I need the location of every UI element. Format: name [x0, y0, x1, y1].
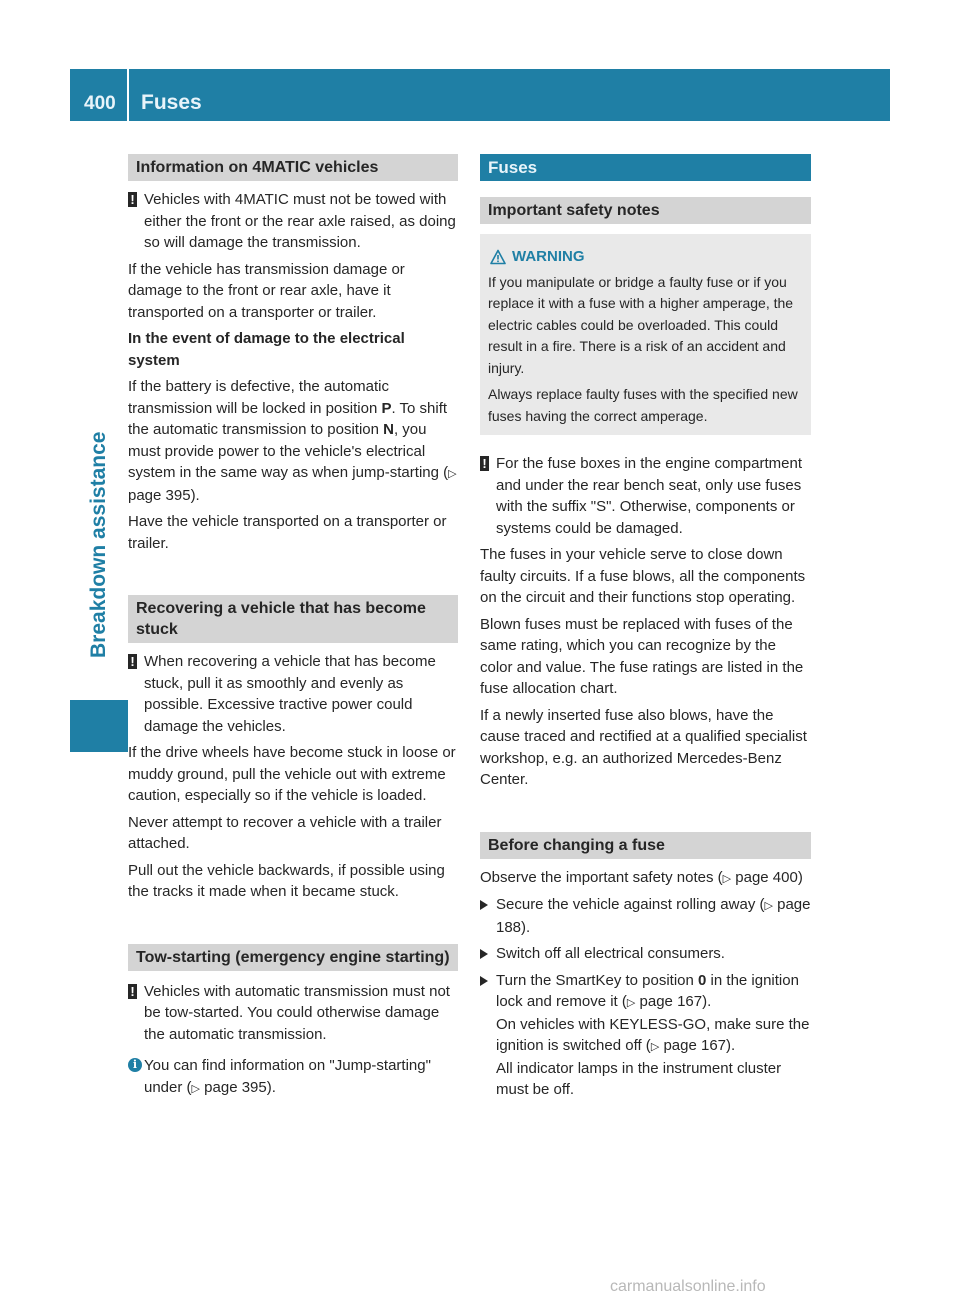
watermark: carmanualsonline.info — [610, 1278, 766, 1295]
chapter-heading-fuses: Fuses — [480, 154, 811, 181]
instruction-step: Switch off all electrical consumers. — [480, 943, 811, 965]
instruction-step: Turn the SmartKey to position 0 in the ignition lock and remove it (▷ page 167). On vehicles with KEYLESS-GO, make sure the ignition is switched off (▷ page 167). All indicator lamps in the instrument cluster must be off. — [480, 970, 811, 1101]
instruction-step: Secure the vehicle against rolling away (▷ page 188). — [480, 894, 811, 938]
side-tab-marker — [70, 700, 128, 752]
section-heading-tow-starting: Tow-starting (emergency engine starting) — [128, 944, 458, 971]
side-tab-label: Breakdown assistance — [87, 431, 110, 659]
paragraph: If the battery is defective, the automatic transmission will be locked in position P. To shift the automatic transmission to position N, you must provide power to the vehicle's electrical system in the same way as when jump-starting (▷ page 395). — [128, 378, 457, 504]
paragraph: Pull out the vehicle backwards, if possible using the tracks it made when it became stuck. — [128, 861, 445, 900]
page-ref-arrow-icon: ▷ — [764, 899, 773, 912]
caution-note: ! Vehicles with automatic transmission must not be tow-started. You could otherwise damage the automatic transmission. — [128, 981, 458, 1046]
paragraph: Never attempt to recover a vehicle with a trailer attached. — [128, 813, 442, 852]
paragraph: If the drive wheels have become stuck in loose or muddy ground, pull the vehicle out with extreme caution, especially so if the vehicle is loaded. — [128, 744, 456, 804]
left-column — [128, 154, 458, 1104]
caution-note: ! For the fuse boxes in the engine compartment and under the rear bench seat, only use fuses with the suffix "S". Otherwise, components or systems could be damaged. — [480, 453, 811, 539]
paragraph: If the vehicle has transmission damage or damage to the front or rear axle, have it transported on a transporter or trailer. — [128, 260, 405, 321]
section-heading-recovering: Recovering a vehicle that has become stuck — [128, 595, 458, 643]
page-ref-arrow-icon: ▷ — [191, 1081, 200, 1095]
right-column — [480, 154, 811, 1106]
page-number: 400 — [84, 93, 116, 114]
caution-note: ! When recovering a vehicle that has become stuck, pull it as smoothly and evenly as possible. Excessive tractive power could damage the vehicles. — [128, 651, 458, 737]
warning-box — [480, 234, 811, 435]
header-divider — [127, 69, 129, 121]
paragraph: The fuses in your vehicle serve to close down faulty circuits. If a fuse blows, all the components on the circuit and their functions stop operating. — [480, 546, 806, 606]
step-arrow-icon — [480, 949, 488, 959]
page-ref-arrow-icon: ▷ — [626, 996, 636, 1009]
warning-triangle-icon — [490, 249, 506, 265]
section-heading-before-changing: Before changing a fuse — [480, 832, 811, 859]
warning-text: Always replace faulty fuses with the specified new fuses having the correct amperage. — [488, 386, 798, 424]
paragraph: Observe the important safety notes (▷ page 400) — [480, 868, 803, 886]
exclamation-icon: ! — [128, 654, 137, 669]
header-title: Fuses — [141, 91, 202, 114]
warning-heading: WARNING — [488, 246, 803, 268]
info-note: i You can find information on "Jump-starting" under (▷ page 395). — [128, 1055, 458, 1099]
exclamation-icon: ! — [480, 456, 489, 471]
section-heading-safety: Important safety notes — [480, 197, 811, 224]
step-arrow-icon — [480, 976, 488, 986]
caution-note: ! Vehicles with 4MATIC must not be towed with either the front or the rear axle raised, as doing so will damage the transmission. — [128, 189, 458, 254]
subheading-electrical-damage: In the event of damage to the electrical system — [128, 330, 405, 369]
page-header — [70, 69, 890, 121]
step-arrow-icon — [480, 900, 488, 910]
paragraph: Blown fuses must be replaced with fuses of the same rating, which you can recognize by the color and value. The fuse ratings are listed in the fuse allocation chart. — [480, 615, 804, 697]
page-ref-arrow-icon: ▷ — [722, 871, 732, 885]
info-icon: i — [128, 1058, 142, 1072]
paragraph: Have the vehicle transported on a transporter or trailer. — [128, 513, 447, 552]
exclamation-icon: ! — [128, 192, 137, 207]
section-heading-4matic: Information on 4MATIC vehicles — [128, 154, 458, 181]
page-ref-arrow-icon: ▷ — [650, 1040, 660, 1053]
page-ref-arrow-icon: ▷ — [448, 467, 457, 480]
exclamation-icon: ! — [128, 984, 137, 999]
paragraph: If a newly inserted fuse also blows, have the cause traced and rectified at a qualified specialist workshop, e.g. an authorized Mercedes-Benz Center. — [480, 706, 807, 788]
warning-text: If you manipulate or bridge a faulty fuse or if you replace it with a fuse with a higher amperage, the electric cables could be overloaded. This could result in a fire. There is a risk of an accident and injury. — [488, 273, 794, 376]
